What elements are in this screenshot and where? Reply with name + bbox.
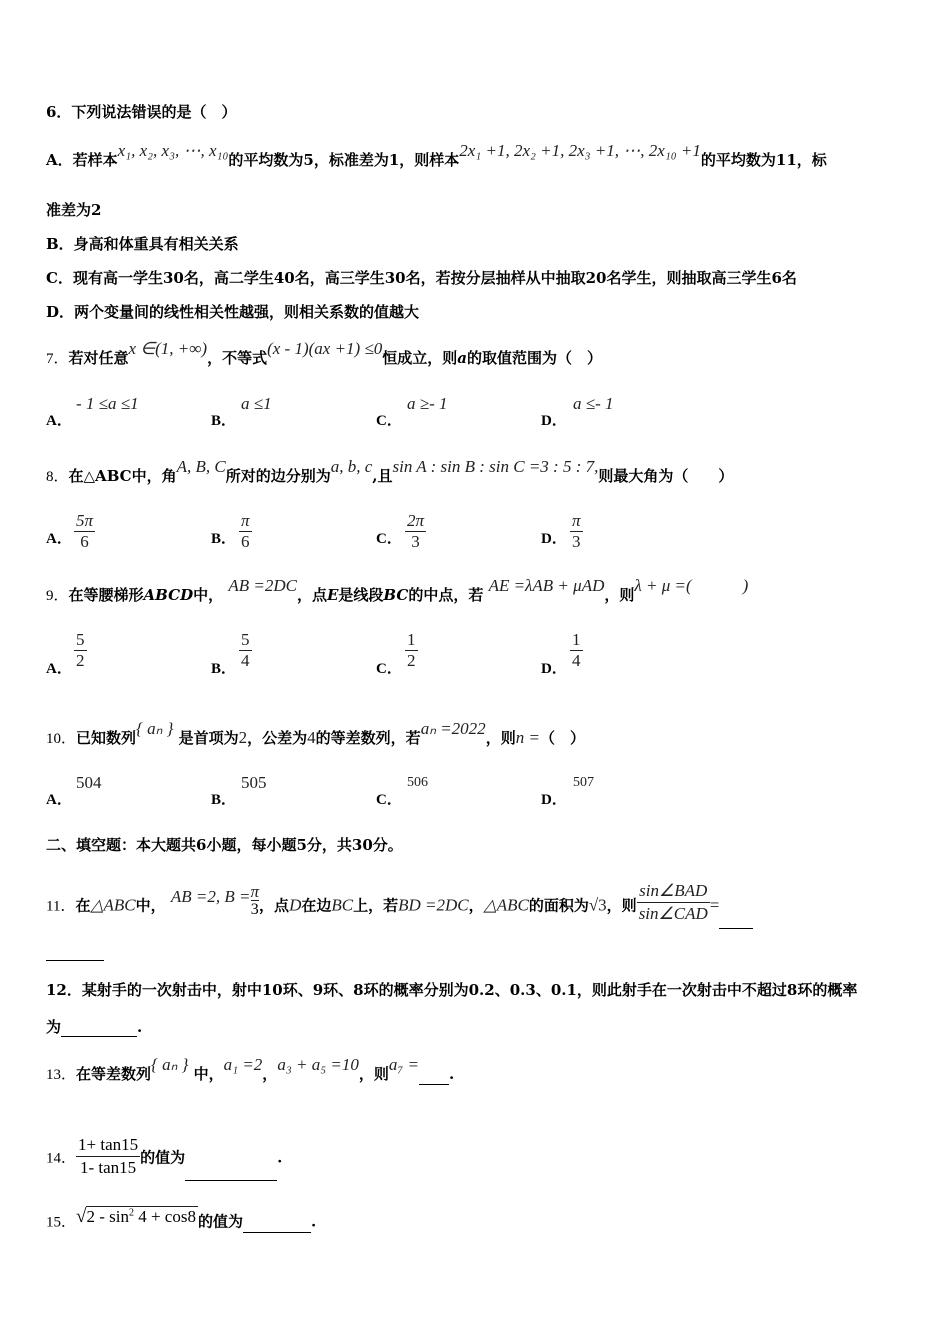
section-heading: 二、填空题：本大题共6小题，每小题5分，共30分。 [46, 836, 403, 854]
q10-option-c-label: C． [376, 792, 402, 808]
q10-option-d-label: D． [541, 792, 567, 808]
q11-answer-blank[interactable] [719, 928, 753, 929]
q7-option-d-label: D． [541, 413, 567, 429]
q9-option-b-fraction: $\frac{5}{4}$ [241, 630, 250, 670]
q6-option-c: C．现有高一学生30名，高二学生40名，高三学生30名，若按分层抽样从中抽取20名学生，则抽取高三学生6名 [46, 269, 797, 287]
q9-option-c-fraction: $\frac{1}{2}$ [407, 630, 416, 670]
q7-option-d-value: a ≤- 1 [573, 394, 614, 413]
q10-option-b-value: 505 [241, 773, 267, 792]
q15-radicand: $2 - \sin^2 4 + \cos 8$ [86, 1206, 196, 1226]
q8-option-c-label: C． [376, 531, 402, 547]
q8-option-a-fraction: $\frac{5\pi}{6}$ [76, 511, 94, 551]
q14-answer-blank[interactable] [185, 1180, 277, 1181]
q14-fraction: $\frac{1+ \tan 15}{1- \tan 15}$ [78, 1135, 139, 1177]
q9-option-b-label: B． [211, 661, 237, 677]
q8-option-a-label: A． [46, 531, 72, 547]
q8-stem: 8．在△ABC中，角A, B, C所对的边分别为a, b, c,且sin A : sin B : sin C =3 : 5 : 7,则最大角为（ ） [46, 457, 734, 485]
q10-option-a-value: 504 [76, 773, 102, 792]
q6-option-d: D．两个变量间的线性相关性越强，则相关系数的值越大 [46, 303, 420, 321]
q14-stem: 14． $\frac{1+ \tan 15}{1- \tan 15}$ 的值为 . [46, 1136, 282, 1181]
q12-stem: 12．某射手的一次射击中，射中10环、9环、8环的概率分别为0.2、0.3、0.1，则此射手在一次射击中不超过8环的概率 [46, 981, 858, 999]
q11-stem: 11．在△ABC中， AB =2, B = $\frac{\pi}{3}$ ，点D在边BC上，若BD =2DC，△ABC的面积为√3，则 sin∠BAD sin∠CAD = [46, 884, 753, 929]
q12-stem-cont: 为 . [46, 1018, 143, 1036]
q7-option-c-value: a ≥- 1 [407, 394, 448, 413]
q9-option-a-label: A． [46, 661, 72, 677]
q9-option-a-fraction: $\frac{5}{2}$ [76, 630, 85, 670]
q6-option-b: B．身高和体重具有相关关系 [46, 235, 239, 253]
q10-option-a-label: A． [46, 792, 72, 808]
q9-option-d-label: D． [541, 661, 567, 677]
q7-option-b-label: B． [211, 413, 237, 429]
q7-option-b-value: a ≤1 [241, 394, 272, 413]
q8-option-d-fraction: $\frac{\pi}{3}$ [572, 511, 581, 551]
q7-option-a-label: A． [46, 413, 72, 429]
q6-stem: 6．下列说法错误的是（ ） [46, 103, 237, 121]
q11-answer-blank-cont[interactable] [46, 960, 104, 961]
q11-angle-fraction: $\frac{\pi}{3}$ [250, 882, 260, 918]
q11-ratio-fraction: sin∠BAD sin∠CAD [638, 881, 708, 923]
q10-option-c-value: 506 [407, 775, 428, 790]
q7-option-c-label: C． [376, 413, 402, 429]
q13-answer-blank[interactable] [419, 1084, 449, 1085]
q12-answer-blank[interactable] [61, 1036, 137, 1037]
q15-answer-blank[interactable] [243, 1232, 311, 1233]
q7-stem: 7．若对任意x ∈(1, +∞)，不等式(x - 1)(ax +1) ≤0恒成立，则a的取值范围为（ ） [46, 339, 603, 367]
q13-stem: 13．在等差数列{ aₙ } 中，a₁ =2，a₃ + a₅ =10，则a₇ = . [46, 1055, 455, 1083]
sqrt-icon: √ [76, 1205, 87, 1227]
q6-option-a-cont: 准差为2 [46, 201, 102, 219]
q15-stem: 15．$√2 - \sin^2 4 + \cos 8$ 的值为 . [46, 1205, 317, 1231]
q6-option-a: A．若样本x₁, x₂, x₃, ⋯, x₁₀的平均数为5，标准差为1，则样本2x₁ +1, 2x₂ +1, 2x₃ +1, ⋯, 2x₁₀ +1的平均数为11，标 [46, 141, 827, 169]
q8-option-b-label: B． [211, 531, 237, 547]
q10-stem: 10．已知数列{ aₙ } 是首项为2，公差为4的等差数列，若aₙ =2022，则n =（ ） [46, 719, 585, 747]
q8-option-d-label: D． [541, 531, 567, 547]
q10-option-b-label: B． [211, 792, 237, 808]
q7-option-a-value: - 1 ≤a ≤1 [76, 394, 139, 413]
q9-option-d-fraction: $\frac{1}{4}$ [572, 630, 581, 670]
q8-option-c-fraction: $\frac{2\pi}{3}$ [407, 511, 425, 551]
q8-option-b-fraction: $\frac{\pi}{6}$ [241, 511, 250, 551]
q10-option-d-value: 507 [573, 775, 594, 790]
q9-option-c-label: C． [376, 661, 402, 677]
sample-expression: x₁, x₂, x₃, ⋯, x₁₀ [117, 141, 229, 160]
transformed-sample-expression: 2x₁ +1, 2x₂ +1, 2x₃ +1, ⋯, 2x₁₀ +1 [459, 141, 701, 160]
q9-stem: 9．在等腰梯形ABCD中， AB =2DC，点E是线段BC的中点，若 AE =λAB + μAD，则λ + μ =( ) [46, 576, 749, 604]
